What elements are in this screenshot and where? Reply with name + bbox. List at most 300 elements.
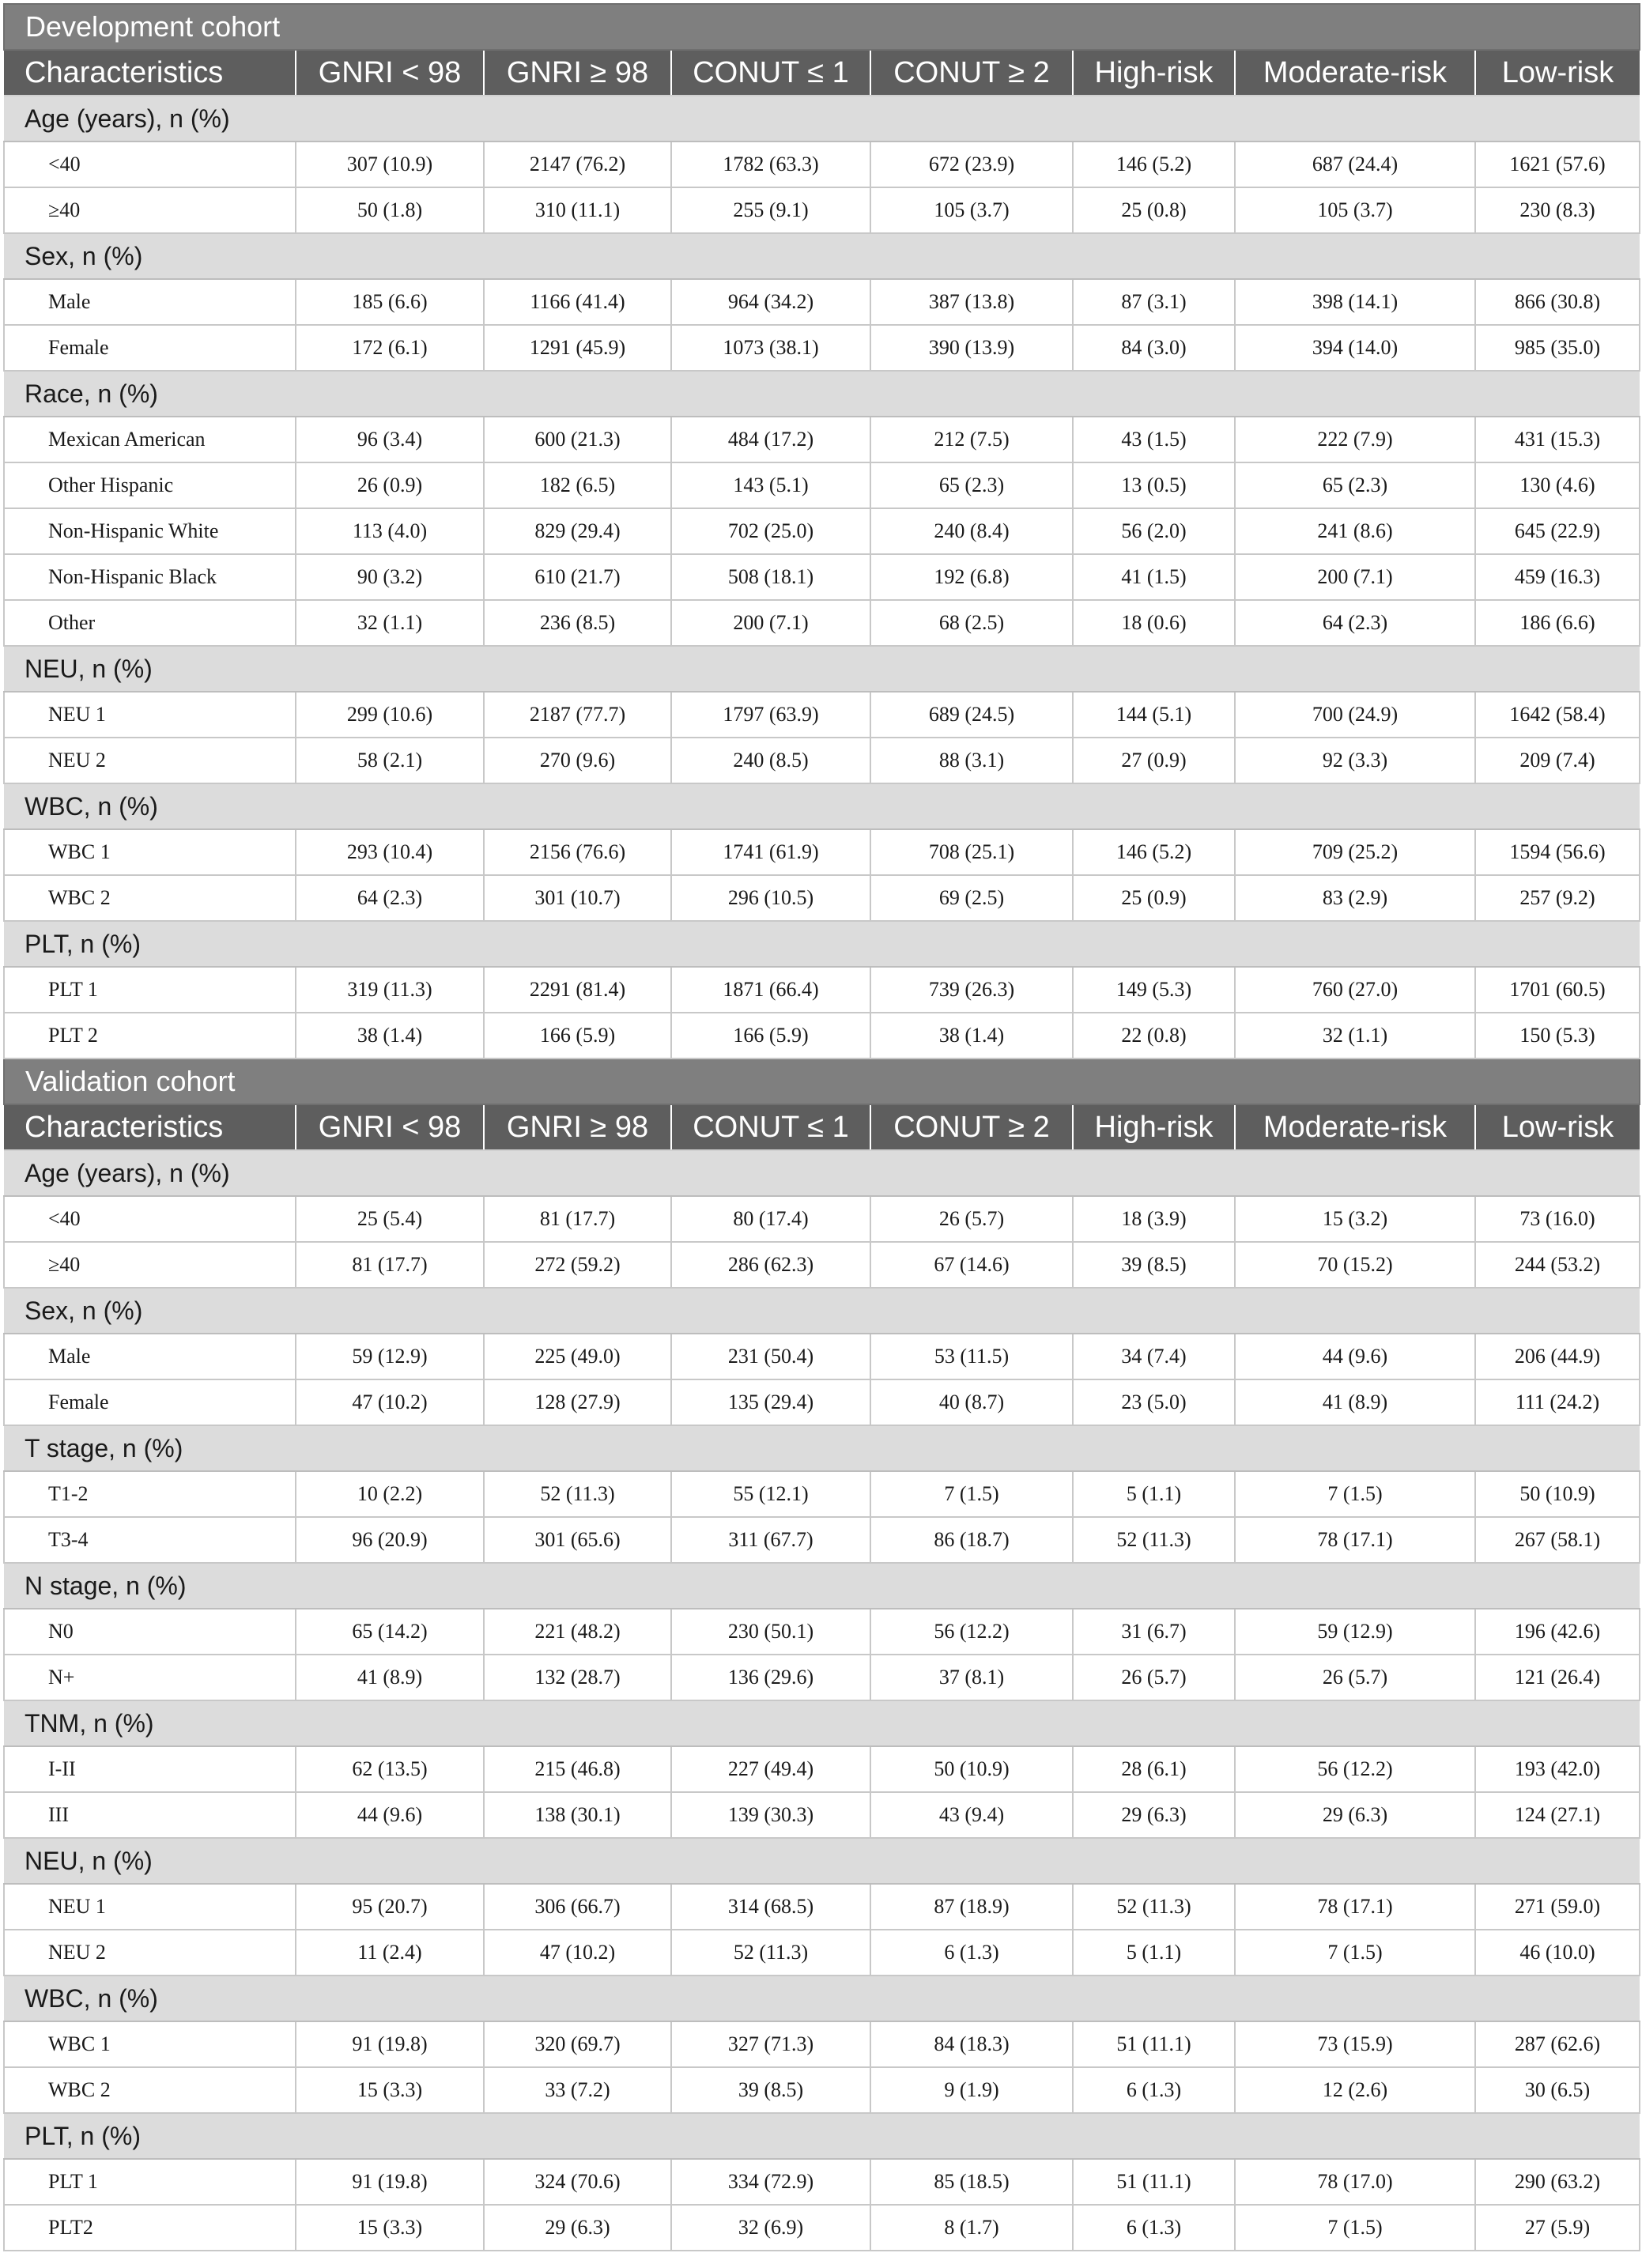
table-cell: 5 (1.1) bbox=[1073, 1471, 1235, 1517]
table-cell: 47 (10.2) bbox=[484, 1930, 671, 1976]
table-cell: 96 (20.9) bbox=[296, 1517, 484, 1563]
table-cell: 206 (44.9) bbox=[1475, 1334, 1640, 1379]
table-row bbox=[4, 1930, 1640, 1976]
table-cell: 90 (3.2) bbox=[296, 554, 484, 600]
table-cell: 88 (3.1) bbox=[870, 738, 1073, 783]
table-cell: 760 (27.0) bbox=[1235, 967, 1475, 1013]
table-cell: 146 (5.2) bbox=[1073, 142, 1235, 187]
table-cell: 1642 (58.4) bbox=[1475, 692, 1640, 738]
row-label: N0 bbox=[4, 1609, 296, 1655]
table-cell: 200 (7.1) bbox=[1235, 554, 1475, 600]
table-cell: 84 (18.3) bbox=[870, 2021, 1073, 2067]
section-label: NEU, n (%) bbox=[4, 646, 1640, 692]
row-label: Non-Hispanic Black bbox=[4, 554, 296, 600]
section-header-row bbox=[4, 1563, 1640, 1609]
table-cell: 290 (63.2) bbox=[1475, 2159, 1640, 2205]
table-cell: 32 (1.1) bbox=[1235, 1013, 1475, 1059]
table-cell: 50 (1.8) bbox=[296, 187, 484, 233]
table-cell: 96 (3.4) bbox=[296, 417, 484, 462]
row-label: NEU 2 bbox=[4, 1930, 296, 1976]
table-cell: 6 (1.3) bbox=[870, 1930, 1073, 1976]
table-cell: 32 (1.1) bbox=[296, 600, 484, 646]
table-cell: 645 (22.9) bbox=[1475, 508, 1640, 554]
table-cell: 311 (67.7) bbox=[671, 1517, 870, 1563]
table-row bbox=[4, 1379, 1640, 1425]
row-label: PLT 1 bbox=[4, 2159, 296, 2205]
table-row bbox=[4, 738, 1640, 783]
table-cell: 29 (6.3) bbox=[484, 2205, 671, 2251]
table-cell: 236 (8.5) bbox=[484, 600, 671, 646]
table-cell: 26 (5.7) bbox=[1073, 1655, 1235, 1700]
table-row bbox=[4, 187, 1640, 233]
table-cell: 81 (17.7) bbox=[296, 1242, 484, 1288]
column-header: CONUT ≤ 1 bbox=[671, 50, 870, 96]
table-cell: 293 (10.4) bbox=[296, 829, 484, 875]
table-cell: 105 (3.7) bbox=[870, 187, 1073, 233]
table-cell: 230 (8.3) bbox=[1475, 187, 1640, 233]
table-cell: 1797 (63.9) bbox=[671, 692, 870, 738]
table-cell: 28 (6.1) bbox=[1073, 1746, 1235, 1792]
table-cell: 139 (30.3) bbox=[671, 1792, 870, 1838]
section-header-row bbox=[4, 1838, 1640, 1884]
table-cell: 301 (65.6) bbox=[484, 1517, 671, 1563]
table-cell: 25 (0.9) bbox=[1073, 875, 1235, 921]
table-cell: 271 (59.0) bbox=[1475, 1884, 1640, 1930]
table-cell: 230 (50.1) bbox=[671, 1609, 870, 1655]
table-cell: 1621 (57.6) bbox=[1475, 142, 1640, 187]
column-header: GNRI < 98 bbox=[296, 1104, 484, 1150]
table-cell: 67 (14.6) bbox=[870, 1242, 1073, 1288]
table-cell: 23 (5.0) bbox=[1073, 1379, 1235, 1425]
table-cell: 29 (6.3) bbox=[1235, 1792, 1475, 1838]
table-cell: 32 (6.9) bbox=[671, 2205, 870, 2251]
row-label: WBC 2 bbox=[4, 2067, 296, 2113]
table-cell: 7 (1.5) bbox=[1235, 1930, 1475, 1976]
table-cell: 92 (3.3) bbox=[1235, 738, 1475, 783]
table-cell: 200 (7.1) bbox=[671, 600, 870, 646]
table-cell: 600 (21.3) bbox=[484, 417, 671, 462]
table-cell: 287 (62.6) bbox=[1475, 2021, 1640, 2067]
table-cell: 985 (35.0) bbox=[1475, 325, 1640, 371]
cohort-title-row bbox=[4, 4, 1640, 50]
table-cell: 70 (15.2) bbox=[1235, 1242, 1475, 1288]
table-cell: 310 (11.1) bbox=[484, 187, 671, 233]
table-cell: 18 (3.9) bbox=[1073, 1196, 1235, 1242]
table-cell: 257 (9.2) bbox=[1475, 875, 1640, 921]
table-cell: 186 (6.6) bbox=[1475, 600, 1640, 646]
table-row bbox=[4, 2159, 1640, 2205]
column-header: Low-risk bbox=[1475, 50, 1640, 96]
table-cell: 307 (10.9) bbox=[296, 142, 484, 187]
table-cell: 52 (11.3) bbox=[1073, 1517, 1235, 1563]
row-label: I-II bbox=[4, 1746, 296, 1792]
table-cell: 185 (6.6) bbox=[296, 279, 484, 325]
section-label: T stage, n (%) bbox=[4, 1425, 1640, 1471]
table-cell: 150 (5.3) bbox=[1475, 1013, 1640, 1059]
table-cell: 65 (2.3) bbox=[870, 462, 1073, 508]
section-label: PLT, n (%) bbox=[4, 2113, 1640, 2159]
table-cell: 166 (5.9) bbox=[671, 1013, 870, 1059]
table-cell: 459 (16.3) bbox=[1475, 554, 1640, 600]
row-label: PLT 2 bbox=[4, 1013, 296, 1059]
table-cell: 105 (3.7) bbox=[1235, 187, 1475, 233]
table-cell: 38 (1.4) bbox=[870, 1013, 1073, 1059]
table-cell: 709 (25.2) bbox=[1235, 829, 1475, 875]
table-cell: 50 (10.9) bbox=[870, 1746, 1073, 1792]
section-label: NEU, n (%) bbox=[4, 1838, 1640, 1884]
table-cell: 212 (7.5) bbox=[870, 417, 1073, 462]
table-cell: 1291 (45.9) bbox=[484, 325, 671, 371]
table-cell: 83 (2.9) bbox=[1235, 875, 1475, 921]
table-cell: 78 (17.1) bbox=[1235, 1884, 1475, 1930]
table-cell: 81 (17.7) bbox=[484, 1196, 671, 1242]
table-cell: 270 (9.6) bbox=[484, 738, 671, 783]
table-cell: 1741 (61.9) bbox=[671, 829, 870, 875]
table-cell: 272 (59.2) bbox=[484, 1242, 671, 1288]
column-header-row bbox=[4, 50, 1640, 96]
table-cell: 166 (5.9) bbox=[484, 1013, 671, 1059]
table-cell: 111 (24.2) bbox=[1475, 1379, 1640, 1425]
table-cell: 221 (48.2) bbox=[484, 1609, 671, 1655]
table-cell: 301 (10.7) bbox=[484, 875, 671, 921]
table-cell: 132 (28.7) bbox=[484, 1655, 671, 1700]
section-header-row bbox=[4, 646, 1640, 692]
table-cell: 244 (53.2) bbox=[1475, 1242, 1640, 1288]
table-cell: 387 (13.8) bbox=[870, 279, 1073, 325]
table-cell: 394 (14.0) bbox=[1235, 325, 1475, 371]
row-label: Female bbox=[4, 1379, 296, 1425]
table-row bbox=[4, 462, 1640, 508]
table-cell: 10 (2.2) bbox=[296, 1471, 484, 1517]
table-cell: 41 (8.9) bbox=[296, 1655, 484, 1700]
table-cell: 64 (2.3) bbox=[296, 875, 484, 921]
column-header: High-risk bbox=[1073, 1104, 1235, 1150]
table-cell: 56 (2.0) bbox=[1073, 508, 1235, 554]
table-cell: 52 (11.3) bbox=[671, 1930, 870, 1976]
section-label: PLT, n (%) bbox=[4, 921, 1640, 967]
table-cell: 130 (4.6) bbox=[1475, 462, 1640, 508]
table-cell: 34 (7.4) bbox=[1073, 1334, 1235, 1379]
table-cell: 146 (5.2) bbox=[1073, 829, 1235, 875]
section-label: WBC, n (%) bbox=[4, 1976, 1640, 2021]
table-cell: 231 (50.4) bbox=[671, 1334, 870, 1379]
table-cell: 209 (7.4) bbox=[1475, 738, 1640, 783]
table-cell: 222 (7.9) bbox=[1235, 417, 1475, 462]
section-header-row bbox=[4, 1425, 1640, 1471]
column-header: Low-risk bbox=[1475, 1104, 1640, 1150]
table-cell: 30 (6.5) bbox=[1475, 2067, 1640, 2113]
table-cell: 7 (1.5) bbox=[1235, 2205, 1475, 2251]
table-cell: 689 (24.5) bbox=[870, 692, 1073, 738]
table-cell: 700 (24.9) bbox=[1235, 692, 1475, 738]
table-cell: 85 (18.5) bbox=[870, 2159, 1073, 2205]
table-row bbox=[4, 2021, 1640, 2067]
table-row bbox=[4, 829, 1640, 875]
table-cell: 22 (0.8) bbox=[1073, 1013, 1235, 1059]
table-cell: 25 (5.4) bbox=[296, 1196, 484, 1242]
cohort-title-row bbox=[4, 1059, 1640, 1104]
table-cell: 25 (0.8) bbox=[1073, 187, 1235, 233]
table-cell: 62 (13.5) bbox=[296, 1746, 484, 1792]
row-label: Non-Hispanic White bbox=[4, 508, 296, 554]
table-cell: 314 (68.5) bbox=[671, 1884, 870, 1930]
row-label: N+ bbox=[4, 1655, 296, 1700]
section-header-row bbox=[4, 1700, 1640, 1746]
table-cell: 306 (66.7) bbox=[484, 1884, 671, 1930]
table-row bbox=[4, 1517, 1640, 1563]
column-header: Moderate-risk bbox=[1235, 1104, 1475, 1150]
table-cell: 193 (42.0) bbox=[1475, 1746, 1640, 1792]
table-cell: 225 (49.0) bbox=[484, 1334, 671, 1379]
table-row bbox=[4, 600, 1640, 646]
table-cell: 73 (16.0) bbox=[1475, 1196, 1640, 1242]
table-row bbox=[4, 1196, 1640, 1242]
table-cell: 182 (6.5) bbox=[484, 462, 671, 508]
table-cell: 240 (8.4) bbox=[870, 508, 1073, 554]
table-cell: 13 (0.5) bbox=[1073, 462, 1235, 508]
table-cell: 95 (20.7) bbox=[296, 1884, 484, 1930]
section-header-row bbox=[4, 1150, 1640, 1196]
table-cell: 51 (11.1) bbox=[1073, 2159, 1235, 2205]
table-cell: 78 (17.0) bbox=[1235, 2159, 1475, 2205]
row-label: PLT2 bbox=[4, 2205, 296, 2251]
section-header-row bbox=[4, 783, 1640, 829]
table-cell: 56 (12.2) bbox=[1235, 1746, 1475, 1792]
table-cell: 41 (8.9) bbox=[1235, 1379, 1475, 1425]
table-row bbox=[4, 1792, 1640, 1838]
row-label: PLT 1 bbox=[4, 967, 296, 1013]
table-row bbox=[4, 2067, 1640, 2113]
table-row bbox=[4, 875, 1640, 921]
section-label: Sex, n (%) bbox=[4, 233, 1640, 279]
table-cell: 1701 (60.5) bbox=[1475, 967, 1640, 1013]
table-cell: 390 (13.9) bbox=[870, 325, 1073, 371]
column-header: High-risk bbox=[1073, 50, 1235, 96]
table-cell: 320 (69.7) bbox=[484, 2021, 671, 2067]
table-cell: 6 (1.3) bbox=[1073, 2067, 1235, 2113]
section-header-row bbox=[4, 921, 1640, 967]
table-cell: 610 (21.7) bbox=[484, 554, 671, 600]
table-cell: 52 (11.3) bbox=[484, 1471, 671, 1517]
column-header: GNRI < 98 bbox=[296, 50, 484, 96]
column-header: GNRI ≥ 98 bbox=[484, 50, 671, 96]
table-cell: 687 (24.4) bbox=[1235, 142, 1475, 187]
table-row bbox=[4, 554, 1640, 600]
characteristics-table bbox=[3, 3, 1640, 2251]
table-cell: 51 (11.1) bbox=[1073, 2021, 1235, 2067]
section-header-row bbox=[4, 1976, 1640, 2021]
table-row bbox=[4, 2205, 1640, 2251]
table-cell: 2187 (77.7) bbox=[484, 692, 671, 738]
section-header-row bbox=[4, 96, 1640, 142]
table-cell: 739 (26.3) bbox=[870, 967, 1073, 1013]
column-header-row bbox=[4, 1104, 1640, 1150]
table-cell: 11 (2.4) bbox=[296, 1930, 484, 1976]
row-label: NEU 1 bbox=[4, 692, 296, 738]
table-cell: 15 (3.3) bbox=[296, 2067, 484, 2113]
table-row bbox=[4, 692, 1640, 738]
table-cell: 431 (15.3) bbox=[1475, 417, 1640, 462]
table-cell: 1871 (66.4) bbox=[671, 967, 870, 1013]
table-cell: 7 (1.5) bbox=[1235, 1471, 1475, 1517]
table-cell: 52 (11.3) bbox=[1073, 1884, 1235, 1930]
table-row bbox=[4, 1013, 1640, 1059]
table-cell: 8 (1.7) bbox=[870, 2205, 1073, 2251]
section-label: Race, n (%) bbox=[4, 371, 1640, 417]
table-cell: 53 (11.5) bbox=[870, 1334, 1073, 1379]
row-label: III bbox=[4, 1792, 296, 1838]
table-cell: 192 (6.8) bbox=[870, 554, 1073, 600]
table-cell: 319 (11.3) bbox=[296, 967, 484, 1013]
table-cell: 86 (18.7) bbox=[870, 1517, 1073, 1563]
table-cell: 672 (23.9) bbox=[870, 142, 1073, 187]
table-cell: 508 (18.1) bbox=[671, 554, 870, 600]
table-cell: 708 (25.1) bbox=[870, 829, 1073, 875]
row-label: WBC 2 bbox=[4, 875, 296, 921]
column-header: CONUT ≥ 2 bbox=[870, 50, 1073, 96]
table-cell: 143 (5.1) bbox=[671, 462, 870, 508]
table-cell: 47 (10.2) bbox=[296, 1379, 484, 1425]
table-cell: 196 (42.6) bbox=[1475, 1609, 1640, 1655]
table-cell: 43 (1.5) bbox=[1073, 417, 1235, 462]
table-cell: 2156 (76.6) bbox=[484, 829, 671, 875]
table-cell: 41 (1.5) bbox=[1073, 554, 1235, 600]
table-cell: 39 (8.5) bbox=[1073, 1242, 1235, 1288]
table-cell: 39 (8.5) bbox=[671, 2067, 870, 2113]
table-cell: 33 (7.2) bbox=[484, 2067, 671, 2113]
row-label: ≥40 bbox=[4, 187, 296, 233]
section-header-row bbox=[4, 2113, 1640, 2159]
table-cell: 172 (6.1) bbox=[296, 325, 484, 371]
row-label: <40 bbox=[4, 142, 296, 187]
table-cell: 1166 (41.4) bbox=[484, 279, 671, 325]
table-cell: 484 (17.2) bbox=[671, 417, 870, 462]
table-cell: 80 (17.4) bbox=[671, 1196, 870, 1242]
table-cell: 241 (8.6) bbox=[1235, 508, 1475, 554]
table-cell: 324 (70.6) bbox=[484, 2159, 671, 2205]
section-label: Age (years), n (%) bbox=[4, 96, 1640, 142]
table-cell: 144 (5.1) bbox=[1073, 692, 1235, 738]
table-cell: 73 (15.9) bbox=[1235, 2021, 1475, 2067]
table-row bbox=[4, 1334, 1640, 1379]
table-cell: 44 (9.6) bbox=[1235, 1334, 1475, 1379]
row-label: WBC 1 bbox=[4, 2021, 296, 2067]
section-header-row bbox=[4, 371, 1640, 417]
table-cell: 26 (0.9) bbox=[296, 462, 484, 508]
section-label: WBC, n (%) bbox=[4, 783, 1640, 829]
table-cell: 44 (9.6) bbox=[296, 1792, 484, 1838]
table-cell: 58 (2.1) bbox=[296, 738, 484, 783]
row-label: Other Hispanic bbox=[4, 462, 296, 508]
table-row bbox=[4, 967, 1640, 1013]
table-cell: 55 (12.1) bbox=[671, 1471, 870, 1517]
table-cell: 46 (10.0) bbox=[1475, 1930, 1640, 1976]
table-cell: 829 (29.4) bbox=[484, 508, 671, 554]
table-cell: 215 (46.8) bbox=[484, 1746, 671, 1792]
table-cell: 128 (27.9) bbox=[484, 1379, 671, 1425]
table-cell: 87 (18.9) bbox=[870, 1884, 1073, 1930]
table-row bbox=[4, 279, 1640, 325]
table-cell: 299 (10.6) bbox=[296, 692, 484, 738]
table-cell: 296 (10.5) bbox=[671, 875, 870, 921]
table-cell: 136 (29.6) bbox=[671, 1655, 870, 1700]
table-cell: 9 (1.9) bbox=[870, 2067, 1073, 2113]
table-row bbox=[4, 1471, 1640, 1517]
table-row bbox=[4, 1746, 1640, 1792]
table-cell: 38 (1.4) bbox=[296, 1013, 484, 1059]
table-cell: 138 (30.1) bbox=[484, 1792, 671, 1838]
table-row bbox=[4, 142, 1640, 187]
column-header: CONUT ≥ 2 bbox=[870, 1104, 1073, 1150]
row-label: Mexican American bbox=[4, 417, 296, 462]
table-cell: 40 (8.7) bbox=[870, 1379, 1073, 1425]
table-cell: 59 (12.9) bbox=[296, 1334, 484, 1379]
table-row bbox=[4, 1609, 1640, 1655]
section-label: Age (years), n (%) bbox=[4, 1150, 1640, 1196]
table-cell: 65 (2.3) bbox=[1235, 462, 1475, 508]
table-cell: 91 (19.8) bbox=[296, 2159, 484, 2205]
table-cell: 240 (8.5) bbox=[671, 738, 870, 783]
table-cell: 1594 (56.6) bbox=[1475, 829, 1640, 875]
table-cell: 149 (5.3) bbox=[1073, 967, 1235, 1013]
row-label: <40 bbox=[4, 1196, 296, 1242]
table-cell: 2291 (81.4) bbox=[484, 967, 671, 1013]
table-cell: 84 (3.0) bbox=[1073, 325, 1235, 371]
table-cell: 65 (14.2) bbox=[296, 1609, 484, 1655]
column-header: CONUT ≤ 1 bbox=[671, 1104, 870, 1150]
table-cell: 255 (9.1) bbox=[671, 187, 870, 233]
table-cell: 334 (72.9) bbox=[671, 2159, 870, 2205]
table-cell: 113 (4.0) bbox=[296, 508, 484, 554]
column-header: Characteristics bbox=[4, 1104, 296, 1150]
table-cell: 59 (12.9) bbox=[1235, 1609, 1475, 1655]
table-body bbox=[4, 4, 1640, 2251]
column-header: Characteristics bbox=[4, 50, 296, 96]
table-cell: 56 (12.2) bbox=[870, 1609, 1073, 1655]
table-cell: 91 (19.8) bbox=[296, 2021, 484, 2067]
section-label: TNM, n (%) bbox=[4, 1700, 1640, 1746]
table-cell: 78 (17.1) bbox=[1235, 1517, 1475, 1563]
table-cell: 135 (29.4) bbox=[671, 1379, 870, 1425]
table-cell: 964 (34.2) bbox=[671, 279, 870, 325]
section-label: Sex, n (%) bbox=[4, 1288, 1640, 1334]
table-cell: 15 (3.3) bbox=[296, 2205, 484, 2251]
row-label: ≥40 bbox=[4, 1242, 296, 1288]
row-label: Male bbox=[4, 1334, 296, 1379]
row-label: T1-2 bbox=[4, 1471, 296, 1517]
row-label: Other bbox=[4, 600, 296, 646]
row-label: Female bbox=[4, 325, 296, 371]
table-cell: 29 (6.3) bbox=[1073, 1792, 1235, 1838]
cohort-title: Validation cohort bbox=[4, 1059, 1640, 1104]
section-header-row bbox=[4, 233, 1640, 279]
table-cell: 12 (2.6) bbox=[1235, 2067, 1475, 2113]
table-cell: 87 (3.1) bbox=[1073, 279, 1235, 325]
table-row bbox=[4, 417, 1640, 462]
table-cell: 31 (6.7) bbox=[1073, 1609, 1235, 1655]
table-cell: 37 (8.1) bbox=[870, 1655, 1073, 1700]
table-cell: 1073 (38.1) bbox=[671, 325, 870, 371]
table-cell: 26 (5.7) bbox=[1235, 1655, 1475, 1700]
table-row bbox=[4, 508, 1640, 554]
column-header: Moderate-risk bbox=[1235, 50, 1475, 96]
table-cell: 227 (49.4) bbox=[671, 1746, 870, 1792]
column-header: GNRI ≥ 98 bbox=[484, 1104, 671, 1150]
section-label: N stage, n (%) bbox=[4, 1563, 1640, 1609]
table-cell: 26 (5.7) bbox=[870, 1196, 1073, 1242]
row-label: T3-4 bbox=[4, 1517, 296, 1563]
table-cell: 702 (25.0) bbox=[671, 508, 870, 554]
